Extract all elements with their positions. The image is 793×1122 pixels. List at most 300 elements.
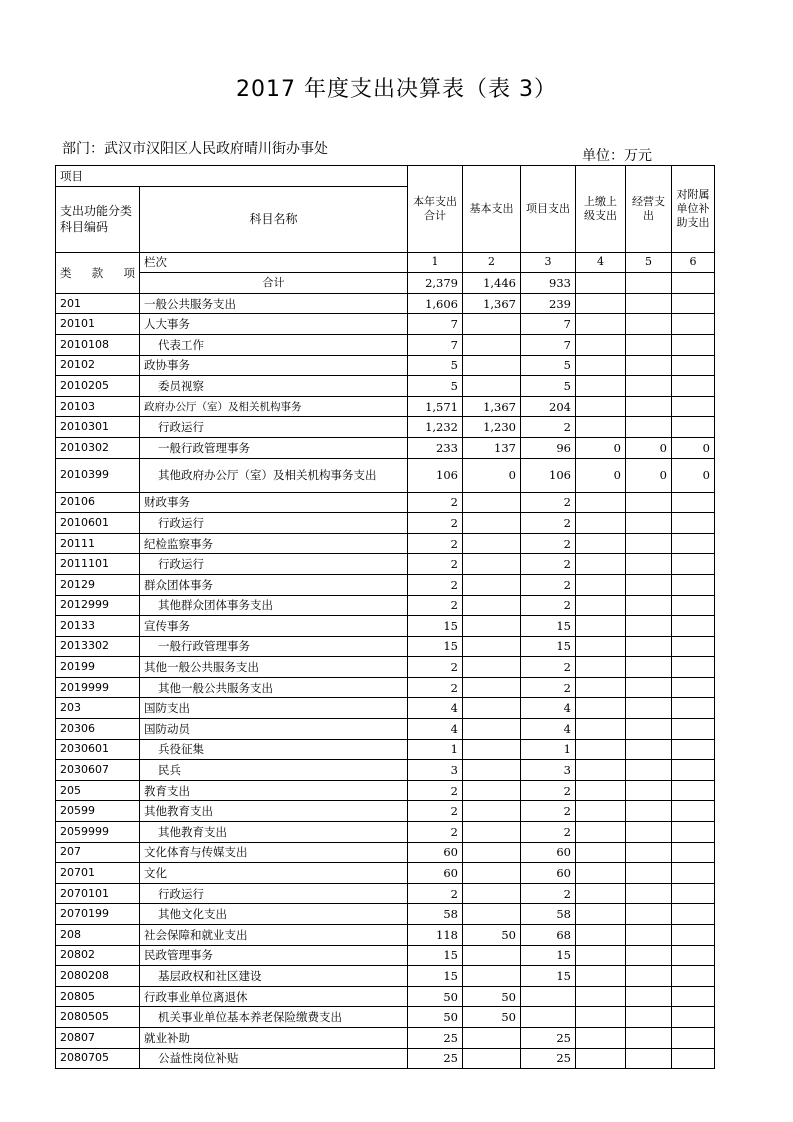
row-code: 20106 (56, 492, 140, 513)
header-lanci: 栏次 (140, 252, 408, 273)
row-v5 (626, 760, 672, 781)
table-row (56, 492, 715, 513)
total-label: 合计 (140, 273, 408, 294)
row-v5 (626, 1048, 672, 1069)
total-v6 (672, 273, 715, 294)
table-row (56, 1048, 715, 1069)
row-v1: 15 (408, 616, 463, 637)
row-v1: 1,571 (408, 396, 463, 417)
row-v4 (576, 986, 626, 1007)
row-v1: 2 (408, 822, 463, 843)
row-v4 (576, 334, 626, 355)
row-name: 代表工作 (140, 334, 408, 355)
table-row (56, 863, 715, 884)
table-row (56, 458, 715, 492)
row-v3: 60 (521, 842, 576, 863)
row-v5 (626, 616, 672, 637)
row-name: 委员视察 (140, 376, 408, 397)
total-v3: 933 (521, 273, 576, 294)
row-v6 (672, 925, 715, 946)
row-v4 (576, 355, 626, 376)
row-v1: 2 (408, 883, 463, 904)
row-v4 (576, 396, 626, 417)
table-row (56, 657, 715, 678)
row-v2: 50 (463, 986, 521, 1007)
row-v1: 7 (408, 314, 463, 335)
row-v2 (463, 574, 521, 595)
row-name: 其他一般公共服务支出 (140, 677, 408, 698)
row-v2 (463, 554, 521, 575)
row-v2: 1,230 (463, 417, 521, 438)
header-col-2: 基本支出 (463, 166, 521, 253)
row-name: 行政事业单位离退休 (140, 986, 408, 1007)
row-code: 2011101 (56, 554, 140, 575)
row-v2 (463, 616, 521, 637)
row-v4 (576, 417, 626, 438)
row-v1: 25 (408, 1027, 463, 1048)
row-v2 (463, 334, 521, 355)
row-v6 (672, 334, 715, 355)
row-v2 (463, 739, 521, 760)
row-name: 民兵 (140, 760, 408, 781)
row-v6: 0 (672, 437, 715, 458)
row-v4 (576, 574, 626, 595)
row-v4 (576, 780, 626, 801)
table-row (56, 739, 715, 760)
col-num-6: 6 (672, 252, 715, 273)
row-v3: 2 (521, 657, 576, 678)
row-code: 2010108 (56, 334, 140, 355)
row-v4 (576, 966, 626, 987)
row-name: 群众团体事务 (140, 574, 408, 595)
row-v1: 2 (408, 533, 463, 554)
row-v6 (672, 945, 715, 966)
row-v5 (626, 904, 672, 925)
row-v4 (576, 698, 626, 719)
row-v5 (626, 533, 672, 554)
row-v2 (463, 904, 521, 925)
row-v6 (672, 822, 715, 843)
row-v4: 0 (576, 458, 626, 492)
row-code: 20805 (56, 986, 140, 1007)
row-v2 (463, 1048, 521, 1069)
row-v5 (626, 698, 672, 719)
row-code: 20701 (56, 863, 140, 884)
row-code: 20807 (56, 1027, 140, 1048)
row-v5 (626, 1027, 672, 1048)
row-v5 (626, 293, 672, 314)
row-name: 人大事务 (140, 314, 408, 335)
table-row (56, 595, 715, 616)
row-v4 (576, 677, 626, 698)
row-name: 社会保障和就业支出 (140, 925, 408, 946)
row-v4 (576, 842, 626, 863)
table-row (56, 883, 715, 904)
row-v5 (626, 396, 672, 417)
row-v4 (576, 863, 626, 884)
table-row (56, 677, 715, 698)
row-v4 (576, 492, 626, 513)
row-v5 (626, 863, 672, 884)
row-v2 (463, 657, 521, 678)
row-v4 (576, 533, 626, 554)
table-row (56, 904, 715, 925)
row-v3: 2 (521, 554, 576, 575)
row-v1: 1,232 (408, 417, 463, 438)
table-row (56, 533, 715, 554)
row-v6 (672, 492, 715, 513)
table-row (56, 314, 715, 335)
row-v1: 1 (408, 739, 463, 760)
row-code: 20199 (56, 657, 140, 678)
row-v4 (576, 945, 626, 966)
row-v3: 96 (521, 437, 576, 458)
department-label: 部门：武汉市汉阳区人民政府晴川街办事处 (62, 141, 328, 157)
row-code: 2080705 (56, 1048, 140, 1069)
row-v5 (626, 636, 672, 657)
row-name: 兵役征集 (140, 739, 408, 760)
table-row (56, 396, 715, 417)
row-v6 (672, 657, 715, 678)
col-num-5: 5 (626, 252, 672, 273)
unit-label: 单位：万元 (582, 148, 652, 164)
row-v1: 58 (408, 904, 463, 925)
header-subject-name: 科目名称 (140, 186, 408, 252)
row-v3 (521, 986, 576, 1007)
row-code: 20129 (56, 574, 140, 595)
row-v3: 7 (521, 314, 576, 335)
row-v4 (576, 616, 626, 637)
row-v6 (672, 801, 715, 822)
row-v4 (576, 739, 626, 760)
row-v5 (626, 657, 672, 678)
row-code: 2010399 (56, 458, 140, 492)
row-code: 2010301 (56, 417, 140, 438)
row-v3: 2 (521, 492, 576, 513)
row-code: 20101 (56, 314, 140, 335)
row-v1: 2 (408, 780, 463, 801)
row-v5: 0 (626, 458, 672, 492)
row-v2 (463, 822, 521, 843)
row-v1: 7 (408, 334, 463, 355)
table-row (56, 822, 715, 843)
row-v2 (463, 719, 521, 740)
row-v5 (626, 925, 672, 946)
row-name: 行政运行 (140, 554, 408, 575)
row-v3: 2 (521, 822, 576, 843)
row-v2 (463, 677, 521, 698)
total-v1: 2,379 (408, 273, 463, 294)
row-v5 (626, 677, 672, 698)
row-v3: 1 (521, 739, 576, 760)
row-code: 20133 (56, 616, 140, 637)
row-name: 其他群众团体事务支出 (140, 595, 408, 616)
total-v5 (626, 273, 672, 294)
row-v1: 2 (408, 677, 463, 698)
row-v5 (626, 842, 672, 863)
row-v3: 239 (521, 293, 576, 314)
row-v1: 5 (408, 376, 463, 397)
row-v5 (626, 801, 672, 822)
total-row (56, 273, 715, 294)
row-v6 (672, 595, 715, 616)
row-v4 (576, 1048, 626, 1069)
row-v4 (576, 293, 626, 314)
row-name: 一般行政管理事务 (140, 437, 408, 458)
row-name: 机关事业单位基本养老保险缴费支出 (140, 1007, 408, 1028)
row-code: 207 (56, 842, 140, 863)
expenditure-table (55, 165, 715, 1069)
table-row (56, 1007, 715, 1028)
row-v5 (626, 966, 672, 987)
row-v5 (626, 780, 672, 801)
row-name: 财政事务 (140, 492, 408, 513)
row-v2 (463, 863, 521, 884)
row-v1: 25 (408, 1048, 463, 1069)
row-v4 (576, 376, 626, 397)
row-name: 基层政权和社区建设 (140, 966, 408, 987)
row-v2 (463, 966, 521, 987)
row-v2: 50 (463, 1007, 521, 1028)
row-code: 20111 (56, 533, 140, 554)
row-v4 (576, 883, 626, 904)
row-name: 宣传事务 (140, 616, 408, 637)
row-v2 (463, 595, 521, 616)
row-v4 (576, 822, 626, 843)
row-v1: 2 (408, 513, 463, 534)
row-v1: 2 (408, 595, 463, 616)
row-v3: 68 (521, 925, 576, 946)
page-title: 2017 年度支出决算表（表 3） (236, 77, 557, 102)
table-row (56, 334, 715, 355)
row-v5 (626, 822, 672, 843)
row-name: 民政管理事务 (140, 945, 408, 966)
row-v1: 3 (408, 760, 463, 781)
total-v2: 1,446 (463, 273, 521, 294)
table-row (56, 417, 715, 438)
row-v3: 15 (521, 945, 576, 966)
row-v6 (672, 739, 715, 760)
row-v6 (672, 376, 715, 397)
header-col-6: 对附属单位补助支出 (672, 166, 715, 253)
row-v5 (626, 739, 672, 760)
row-v1: 106 (408, 458, 463, 492)
table-row (56, 616, 715, 637)
row-v6 (672, 513, 715, 534)
row-v6 (672, 677, 715, 698)
row-v6 (672, 719, 715, 740)
row-v2 (463, 883, 521, 904)
header-col-4: 上缴上级支出 (576, 166, 626, 253)
row-v2 (463, 1027, 521, 1048)
row-v2 (463, 492, 521, 513)
row-v3: 3 (521, 760, 576, 781)
row-v5 (626, 376, 672, 397)
row-v5 (626, 883, 672, 904)
row-v3: 7 (521, 334, 576, 355)
table-row (56, 719, 715, 740)
row-v5 (626, 945, 672, 966)
row-v5 (626, 355, 672, 376)
header-col-1: 本年支出合计 (408, 166, 463, 253)
row-v6: 0 (672, 458, 715, 492)
row-code: 2080208 (56, 966, 140, 987)
row-v1: 118 (408, 925, 463, 946)
row-name: 纪检监察事务 (140, 533, 408, 554)
row-v3 (521, 1007, 576, 1028)
row-code: 20802 (56, 945, 140, 966)
row-v2 (463, 314, 521, 335)
row-v1: 2 (408, 492, 463, 513)
row-code: 203 (56, 698, 140, 719)
row-v2 (463, 801, 521, 822)
row-name: 文化 (140, 863, 408, 884)
row-name: 就业补助 (140, 1027, 408, 1048)
row-name: 国防支出 (140, 698, 408, 719)
row-v3: 15 (521, 616, 576, 637)
table-row (56, 925, 715, 946)
row-v3: 60 (521, 863, 576, 884)
row-name: 公益性岗位补贴 (140, 1048, 408, 1069)
col-num-2: 2 (463, 252, 521, 273)
row-v4: 0 (576, 437, 626, 458)
header-lei-kuan-xiang (56, 252, 140, 293)
row-v4 (576, 719, 626, 740)
row-v1: 233 (408, 437, 463, 458)
row-v6 (672, 293, 715, 314)
table-row (56, 986, 715, 1007)
row-v6 (672, 616, 715, 637)
row-v1: 60 (408, 863, 463, 884)
row-v2: 50 (463, 925, 521, 946)
row-v1: 4 (408, 719, 463, 740)
header-func-code: 支出功能分类科目编码 (56, 186, 140, 252)
row-v2: 137 (463, 437, 521, 458)
table-row (56, 760, 715, 781)
col-num-3: 3 (521, 252, 576, 273)
row-name: 其他教育支出 (140, 822, 408, 843)
row-v3: 2 (521, 417, 576, 438)
row-v3: 204 (521, 396, 576, 417)
row-code: 20103 (56, 396, 140, 417)
row-v2 (463, 513, 521, 534)
header-row-3 (56, 252, 715, 273)
row-v1: 5 (408, 355, 463, 376)
row-v1: 50 (408, 986, 463, 1007)
table-row (56, 574, 715, 595)
row-name: 一般行政管理事务 (140, 636, 408, 657)
row-v1: 2 (408, 801, 463, 822)
table-row (56, 376, 715, 397)
row-code: 2010205 (56, 376, 140, 397)
row-name: 国防动员 (140, 719, 408, 740)
row-v2 (463, 760, 521, 781)
row-name: 其他文化支出 (140, 904, 408, 925)
row-v1: 60 (408, 842, 463, 863)
row-name: 行政运行 (140, 417, 408, 438)
table-row (56, 636, 715, 657)
row-name: 行政运行 (140, 883, 408, 904)
table-row (56, 842, 715, 863)
row-v6 (672, 698, 715, 719)
row-v2 (463, 945, 521, 966)
row-v2 (463, 842, 521, 863)
row-v6 (672, 966, 715, 987)
row-name: 一般公共服务支出 (140, 293, 408, 314)
row-name: 行政运行 (140, 513, 408, 534)
row-code: 2019999 (56, 677, 140, 698)
row-v4 (576, 1027, 626, 1048)
row-v6 (672, 314, 715, 335)
row-code: 2080505 (56, 1007, 140, 1028)
row-v1: 2 (408, 554, 463, 575)
row-v5 (626, 1007, 672, 1028)
row-v6 (672, 883, 715, 904)
table-row (56, 293, 715, 314)
row-v3: 25 (521, 1048, 576, 1069)
row-v6 (672, 417, 715, 438)
row-v3: 2 (521, 513, 576, 534)
row-v3: 15 (521, 636, 576, 657)
row-v6 (672, 574, 715, 595)
row-v3: 58 (521, 904, 576, 925)
row-v2 (463, 533, 521, 554)
row-code: 2013302 (56, 636, 140, 657)
row-v3: 5 (521, 355, 576, 376)
row-v5 (626, 492, 672, 513)
col-num-4: 4 (576, 252, 626, 273)
row-code: 205 (56, 780, 140, 801)
row-v3: 4 (521, 698, 576, 719)
row-v4 (576, 314, 626, 335)
row-v4 (576, 554, 626, 575)
row-name: 政协事务 (140, 355, 408, 376)
row-v3: 106 (521, 458, 576, 492)
table-row (56, 554, 715, 575)
row-v2 (463, 636, 521, 657)
row-v6 (672, 863, 715, 884)
row-name: 文化体育与传媒支出 (140, 842, 408, 863)
row-v2 (463, 355, 521, 376)
header-row-1 (56, 166, 715, 187)
row-v3: 15 (521, 966, 576, 987)
row-v6 (672, 554, 715, 575)
row-v3: 25 (521, 1027, 576, 1048)
row-v4 (576, 801, 626, 822)
row-name: 政府办公厅（室）及相关机构事务 (140, 396, 408, 417)
row-name: 其他一般公共服务支出 (140, 657, 408, 678)
row-v1: 15 (408, 945, 463, 966)
row-v5 (626, 513, 672, 534)
header-lei: 类 (60, 265, 72, 280)
row-v2 (463, 698, 521, 719)
row-code: 20102 (56, 355, 140, 376)
table-row (56, 801, 715, 822)
table-row (56, 945, 715, 966)
row-v3: 4 (521, 719, 576, 740)
row-code: 2030607 (56, 760, 140, 781)
row-v5 (626, 986, 672, 1007)
row-code: 208 (56, 925, 140, 946)
row-v3: 2 (521, 533, 576, 554)
row-v6 (672, 396, 715, 417)
header-xiang: 项 (123, 265, 135, 280)
table-row (56, 355, 715, 376)
row-v3: 2 (521, 883, 576, 904)
row-v4 (576, 636, 626, 657)
row-v4 (576, 1007, 626, 1028)
header-col-3: 项目支出 (521, 166, 576, 253)
